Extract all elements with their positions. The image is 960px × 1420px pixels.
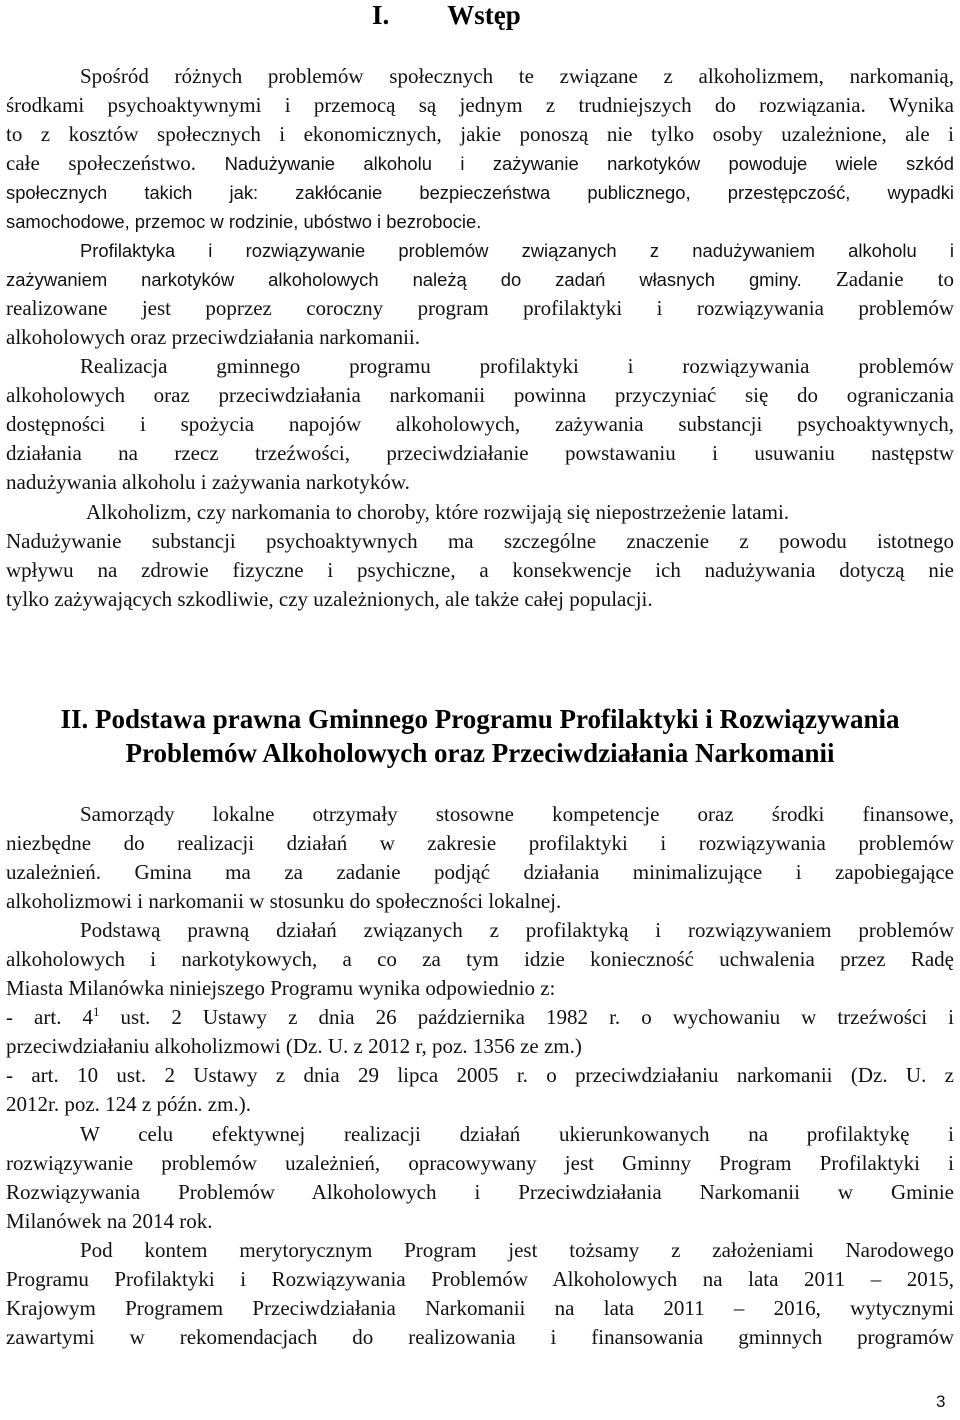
text-line: nadużywania alkoholu i zażywania narkotyków.	[6, 470, 410, 494]
superscript: 1	[93, 1004, 100, 1019]
text-line: samochodowe, przemoc w rodzinie, ubóstwo i bezrobocie.	[6, 211, 482, 232]
intro-paragraph-4	[6, 498, 954, 614]
text-line: Alkoholizm, czy narkomania to choroby, które rozwijają się niepostrzeżenie latami.	[86, 500, 790, 524]
legal-paragraph-3	[6, 1120, 954, 1236]
legal-paragraph-4	[6, 1236, 954, 1352]
text-line: środkami psychoaktywnymi i przemocą są jednym z trudniejszych do rozwiązania. Wynika	[6, 93, 954, 117]
intro-paragraph-2	[6, 236, 954, 352]
page-number: 3	[936, 1392, 946, 1411]
text-line: społecznych takich jak: zakłócanie bezpieczeństwa publicznego, przestępczość, wypadki	[6, 182, 954, 203]
text-line: działania na rzecz trzeźwości, przeciwdziałanie powstawaniu i usuwaniu następstw	[6, 441, 954, 465]
text-line: zawartymi w rekomendacjach do realizowania i finansowania gminnych programów	[6, 1325, 954, 1349]
text-line: Programu Profilaktyki i Rozwiązywania Problemów Alkoholowych na lata 2011 – 2015,	[6, 1267, 954, 1291]
text-line: Miasta Milanówka niniejszego Programu wynika odpowiednio z:	[6, 976, 556, 1000]
section-2-title-line-1: II. Podstawa prawna Gminnego Programu Profilaktyki i Rozwiązywania	[60, 704, 900, 734]
legal-paragraph-1	[6, 800, 954, 916]
text-line: W celu efektywnej realizacji działań ukierunkowanych na profilaktykę i	[80, 1122, 954, 1146]
text-line: wpływu na zdrowie fizyczne i psychiczne, a konsekwencje ich nadużywania dotyczą nie	[6, 558, 954, 582]
text-line: całe społeczeństwo.	[6, 151, 197, 175]
text-line: Milanówek na 2014 rok.	[6, 1209, 213, 1233]
text-line: Profilaktyka i rozwiązywanie problemów związanych z nadużywaniem alkoholu i	[80, 240, 954, 261]
text-line: alkoholizmowi i narkomanii w stosunku do społeczności lokalnej.	[6, 889, 562, 913]
text-line: alkoholowych i narkotykowych, a co za tym idzie konieczność uchwalenia przez Radę	[6, 947, 954, 971]
text-line: alkoholowych oraz przeciwdziałania narkomanii powinna przyczyniać się do ograniczania	[6, 383, 954, 407]
text-line: przeciwdziałaniu alkoholizmowi (Dz. U. z 2012 r, poz. 1356 ze zm.)	[6, 1034, 582, 1058]
text-line: 2012r. poz. 124 z późn. zm.).	[6, 1092, 251, 1116]
text-line: Podstawą prawną działań związanych z profilaktyką i rozwiązywaniem problemów	[80, 918, 954, 942]
text-line: zażywaniem narkotyków alkoholowych należą do zadań własnych gminy.	[6, 269, 802, 290]
text-line: Rozwiązywania Problemów Alkoholowych i Przeciwdziałania Narkomanii w Gminie	[6, 1180, 954, 1204]
text-line: Krajowym Programem Przeciwdziałania Narkomanii na lata 2011 – 2016, wytycznymi	[6, 1296, 954, 1320]
text-line: Pod kontem merytorycznym Program jest tożsamy z założeniami Narodowego	[80, 1238, 954, 1262]
text-line: Realizacja gminnego programu profilaktyki i rozwiązywania problemów	[80, 354, 954, 378]
text-line: Samorządy lokalne otrzymały stosowne kompetencje oraz środki finansowe,	[80, 802, 954, 826]
legal-paragraph-2	[6, 916, 954, 1119]
text-line: Zadanie to	[835, 267, 954, 291]
text-line: tylko zażywających szkodliwie, czy uzależnionych, ale także całej populacji.	[6, 587, 653, 611]
text-line: dostępności i spożycia napojów alkoholowych, zażywania substancji psychoaktywnych,	[6, 412, 954, 436]
text-line: - art. 4	[6, 1005, 93, 1029]
intro-paragraph-3	[6, 352, 954, 497]
section-1-heading	[372, 0, 521, 30]
text-line: niezbędne do realizacji działań w zakresie profilaktyki i rozwiązywania problemów	[6, 831, 954, 855]
section-2-heading	[0, 702, 960, 770]
text-line: alkoholowych oraz przeciwdziałania narkomanii.	[6, 325, 420, 349]
text-line: ust. 2 Ustawy z dnia 26 października 1982 r. o wychowaniu w trzeźwości i	[120, 1005, 954, 1029]
text-line: rozwiązywanie problemów uzależnień, opracowywany jest Gminny Program Profilaktyki i	[6, 1151, 954, 1175]
text-line: to z kosztów społecznych i ekonomicznych, jakie ponoszą nie tylko osoby uzależnione, ale i	[6, 122, 954, 146]
text-line: Nadużywanie alkoholu i zażywanie narkotyków powoduje wiele szkód	[224, 153, 954, 174]
section-1-number: I.	[372, 0, 390, 30]
text-line: realizowane jest poprzez coroczny program profilaktyki i rozwiązywania problemów	[6, 296, 954, 320]
text-line: Nadużywanie substancji psychoaktywnych ma szczególne znaczenie z powodu istotnego	[6, 529, 954, 553]
section-2-title-line-2: Problemów Alkoholowych oraz Przeciwdziałania Narkomanii	[125, 738, 835, 768]
text-line: - art. 10 ust. 2 Ustawy z dnia 29 lipca 2005 r. o przeciwdziałaniu narkomanii (Dz. U. z	[6, 1063, 954, 1087]
section-1-title: Wstęp	[447, 0, 521, 30]
text-line: Spośród różnych problemów społecznych te związane z alkoholizmem, narkomanią,	[80, 64, 954, 88]
text-line: uzależnień. Gmina ma za zadanie podjąć działania minimalizujące i zapobiegające	[6, 860, 954, 884]
intro-paragraph-1	[6, 62, 954, 236]
